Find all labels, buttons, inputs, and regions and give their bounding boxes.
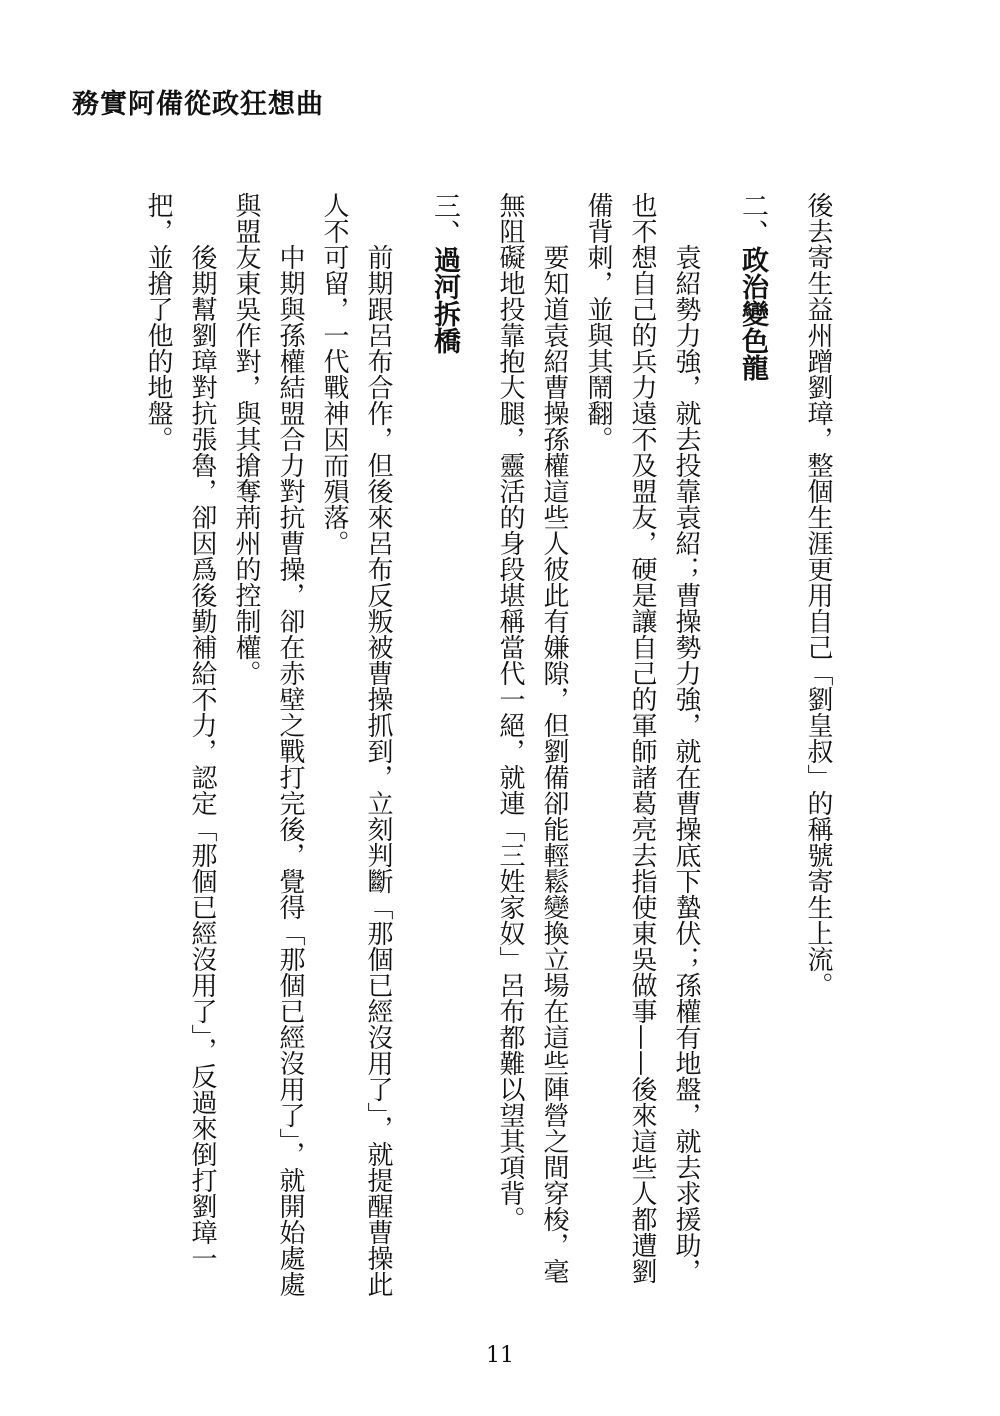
vertical-text-body: [140, 192, 840, 1302]
section-number: 三、: [429, 192, 460, 246]
section-number: 二、: [737, 192, 768, 246]
paragraph: 中期與孫權結盟合力對抗曹操，卻在赤壁之戰打完後，覺得「那個已經沒用了」，就開始處處與盟友東吳作對，與其搶奪荊州的控制權。: [231, 192, 305, 1297]
section-heading: [730, 192, 774, 1302]
paragraph: 要知道袁紹曹操孫權這些人彼此有嫌隙，但劉備卻能輕鬆變換立場在這些陣營之間穿梭，毫無阻礙地投靠抱大腿，靈活的身段堪稱當代一絕，就連「三姓家奴」呂布都難以望其項背。: [495, 192, 569, 1284]
page-number: 11: [486, 1343, 514, 1368]
paragraph: 後期幫劉璋對抗張魯，卻因爲後勤補給不力，認定「那個已經沒用了」，反過來倒打劉璋一把，並搶了他的地盤。: [143, 192, 217, 1271]
section-title: 過河拆橋: [429, 246, 460, 354]
paragraph: 後去寄生益州蹭劉璋，整個生涯更用自己「劉皇叔」的稱號寄生上流。: [803, 192, 833, 998]
section-title: 政治變色龍: [737, 246, 768, 381]
paragraph: 前期跟呂布合作，但後來呂布反叛被曹操抓到，立刻判斷「那個已經沒用了」，就提醒曹操此人不可留，一代戰神因而殞落。: [319, 192, 393, 1297]
paragraph: 袁紹勢力強，就去投靠袁紹；曹操勢力強，就在曹操底下蟄伏；孫權有地盤，就去求援助，也不想自己的兵力遠不及盟友，硬是讓自己的軍師諸葛亮去指使東吳做事——後來這些人都遭劉備背刺，並與其鬧翻。: [583, 192, 701, 1284]
running-head: 務實阿備從政狂想曲: [72, 89, 324, 120]
section-heading: [422, 192, 466, 1302]
